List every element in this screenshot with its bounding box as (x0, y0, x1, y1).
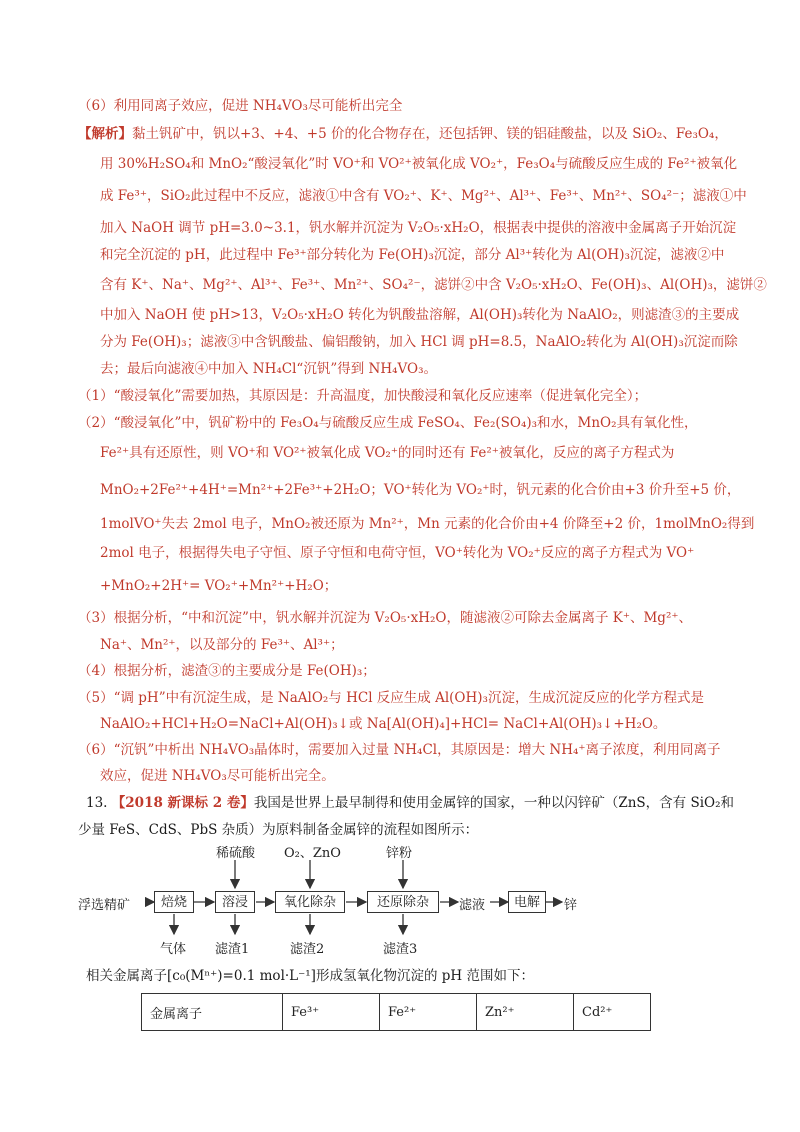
question-13-line-2: 少量 FeS、CdS、PbS 杂质）为原料制备金属锌的流程如图所示： (78, 822, 479, 838)
flow-step-oxidize: 氧化除杂 (275, 891, 345, 913)
analysis-line-4: 加入 NaOH 调节 pH=3.0~3.1，钒水解并沉淀为 V₂O₅·xH₂O，根据表中提供的溶液中金属离子开始沉淀 (100, 220, 737, 236)
question-13-line-1 (86, 795, 734, 811)
table-header-cell: Zn²⁺ (477, 994, 574, 1031)
process-flowchart (78, 838, 638, 958)
flow-output-residue-3: 滤渣3 (383, 942, 418, 957)
answer-6-line-2: 效应，促进 NH₄VO₃尽可能析出完全。 (100, 768, 335, 784)
ph-range-table (141, 993, 651, 1031)
table-header-cell: Cd²⁺ (574, 994, 651, 1031)
flow-step-reduce: 还原除杂 (367, 891, 439, 913)
flow-output-gas: 气体 (160, 942, 187, 957)
flow-output-residue-1: 滤渣1 (215, 942, 250, 957)
analysis-line-7: 中加入 NaOH 使 pH>13，V₂O₅·xH₂O 转化为钒酸盐溶解，Al(OH)₃转化为 NaAlO₂，则滤渣③的主要成 (100, 307, 740, 323)
question-number: 13. (86, 795, 108, 811)
analysis-line-5: 和完全沉淀的 pH，此过程中 Fe³⁺部分转化为 Fe(OH)₃沉淀，部分 Al³⁺转化为 Al(OH)₃沉淀，滤液②中 (100, 247, 725, 263)
flow-input-oxygen-zno: O₂、ZnO (284, 846, 341, 861)
answer-2-line-1: （2）“酸浸氧化”中，钒矿粉中的 Fe₃O₄与硫酸反应生成 FeSO₄、Fe₂(SO₄)₃和水，MnO₂具有氧化性， (78, 415, 698, 431)
answer-3-line-1: （3）根据分析，“中和沉淀”中，钒水解并沉淀为 V₂O₅·xH₂O，随滤液②可除去金属离子 K⁺、Mg²⁺、 (78, 610, 692, 626)
answer-5-line-2: NaAlO₂+HCl+H₂O=NaCl+Al(OH)₃↓或 Na[Al(OH)₄]+HCl= NaCl+Al(OH)₃↓+H₂O。 (100, 716, 667, 732)
analysis-line-6: 含有 K⁺、Na⁺、Mg²⁺、Al³⁺、Fe³⁺、Mn²⁺、SO₄²⁻，滤饼②中含 V₂O₅·xH₂O、Fe(OH)₃、Al(OH)₃，滤饼② (100, 277, 767, 293)
flow-step-leach: 溶浸 (215, 891, 255, 913)
answer-2-line-6: +MnO₂+2H⁺= VO₂⁺+Mn²⁺+H₂O； (100, 578, 338, 594)
analysis-line-3: 成 Fe³⁺，SiO₂此过程中不反应，滤液①中含有 VO₂⁺、K⁺、Mg²⁺、Al³⁺、Fe³⁺、Mn²⁺、SO₄²⁻；滤液①中 (100, 188, 747, 204)
flow-input-acid: 稀硫酸 (216, 846, 256, 861)
flow-step-roast: 焙烧 (154, 891, 194, 913)
analysis-text-1: 黏土钒矿中，钒以+3、+4、+5 价的化合物存在，还包括钾、镁的铝硅酸盐，以及 SiO₂、Fe₃O₄， (132, 126, 728, 142)
analysis-tag: 【解析】 (78, 126, 132, 142)
flow-start-label: 浮选精矿 (78, 898, 131, 913)
answer-2-line-3: MnO₂+2Fe²⁺+4H⁺=Mn²⁺+2Fe³⁺+2H₂O；VO⁺转化为 VO₂⁺时，钒元素的化合价由+3 价升至+5 价， (100, 482, 741, 498)
flow-output-residue-2: 滤渣2 (290, 942, 325, 957)
flow-step-electrolysis: 电解 (508, 891, 546, 913)
answer-2-line-4: 1molVO⁺失去 2mol 电子，MnO₂被还原为 Mn²⁺，Mn 元素的化合价由+4 价降至+2 价，1molMnO₂得到 (100, 516, 755, 532)
table-intro: 相关金属离子[c₀(Mⁿ⁺)=0.1 mol·L⁻¹]形成氢氧化物沉淀的 pH 范围如下： (86, 968, 534, 984)
answer-6-line-1: （6）“沉钒”中析出 NH₄VO₃晶体时，需要加入过量 NH₄Cl，其原因是：增大 NH₄⁺离子浓度，利用同离子 (78, 742, 721, 758)
flow-input-zinc-powder: 锌粉 (386, 846, 413, 861)
analysis-line-1 (78, 126, 728, 142)
answer-2-line-2: Fe²⁺具有还原性，则 VO⁺和 VO²⁺被氧化成 VO₂⁺的同时还有 Fe²⁺被氧化，反应的离子方程式为 (100, 445, 675, 461)
answer-5-line-1: （5）“调 pH”中有沉淀生成，是 NaAlO₂与 HCl 反应生成 Al(OH)₃沉淀，生成沉淀反应的化学方程式是 (78, 690, 704, 706)
answer-1: （1）“酸浸氧化”需要加热，其原因是：升高温度，加快酸浸和氧化反应速率（促进氧化完全）； (78, 388, 648, 404)
table-header-cell: Fe³⁺ (283, 994, 380, 1031)
flow-filtrate-label: 滤液 (459, 898, 486, 913)
table-header-row (142, 994, 651, 1031)
answer-6: （6）利用同离子效应，促进 NH₄VO₃尽可能析出完全 (78, 98, 403, 114)
answer-4: （4）根据分析，滤渣③的主要成分是 Fe(OH)₃； (78, 663, 376, 679)
analysis-line-2: 用 30%H₂SO₄和 MnO₂“酸浸氧化”时 VO⁺和 VO²⁺被氧化成 VO₂⁺，Fe₃O₄与硫酸反应生成的 Fe²⁺被氧化 (100, 156, 738, 172)
analysis-line-9: 去；最后向滤液④中加入 NH₄Cl“沉钒”得到 NH₄VO₃。 (100, 361, 438, 377)
flow-product-label: 锌 (564, 898, 578, 913)
question-text-1: 我国是世界上最早制得和使用金属锌的国家，一种以闪锌矿（ZnS，含有 SiO₂和 (253, 795, 735, 811)
analysis-line-8: 分为 Fe(OH)₃；滤液③中含钒酸盐、偏铝酸钠，加入 HCl 调 pH=8.5，NaAlO₂转化为 Al(OH)₃沉淀而除 (100, 334, 738, 350)
table-header-cell: Fe²⁺ (380, 994, 477, 1031)
table-header-cell: 金属离子 (142, 994, 283, 1031)
answer-2-line-5: 2mol 电子，根据得失电子守恒、原子守恒和电荷守恒，VO⁺转化为 VO₂⁺反应的离子方程式为 VO⁺ (100, 545, 695, 561)
answer-3-line-2: Na⁺、Mn²⁺，以及部分的 Fe³⁺、Al³⁺； (100, 637, 344, 653)
question-source: 【2018 新课标 2 卷】 (111, 795, 254, 811)
